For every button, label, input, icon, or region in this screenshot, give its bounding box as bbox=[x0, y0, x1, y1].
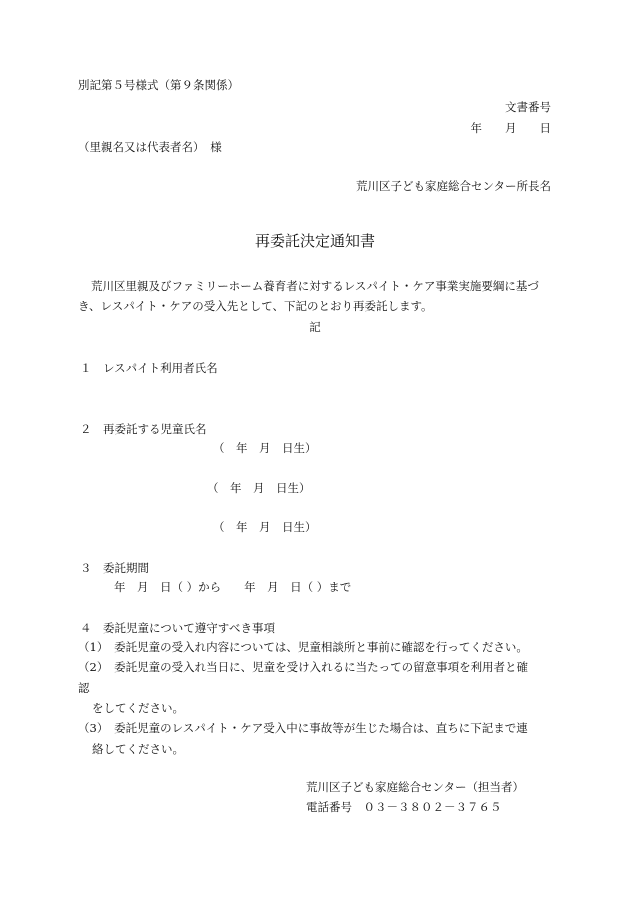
date-line: 年 月 日 bbox=[470, 121, 551, 135]
form-label: 別記第５号様式（第９条関係） bbox=[78, 78, 239, 92]
birth-date-2: （ 年 月 日生） bbox=[207, 481, 311, 495]
birth-date-1: （ 年 月 日生） bbox=[213, 441, 317, 455]
addressee: （里親名又は代表者名） 様 bbox=[78, 140, 222, 154]
rule-item-2-line-3: をしてください。 bbox=[92, 701, 184, 715]
rule-item-2-line-2: 認 bbox=[78, 681, 90, 695]
contact-office: 荒川区子ども家庭総合センター（担当者） bbox=[306, 780, 525, 794]
contact-phone: 電話番号 ０３－３８０２－３７６５ bbox=[306, 800, 502, 814]
intro-line-2: き、レスパイト・ケアの受入先として、下記のとおり再委託します。 bbox=[78, 299, 433, 313]
period-line: 年 月 日（ ）から 年 月 日（ ）まで bbox=[114, 580, 352, 594]
section-4-heading: ４ 委託児童について遵守すべき事項 bbox=[80, 621, 276, 635]
ki-marker: 記 bbox=[309, 320, 321, 334]
document-number-label: 文書番号 bbox=[505, 100, 551, 114]
sender-name: 荒川区子ども家庭総合センター所長名 bbox=[355, 179, 551, 193]
intro-line-1: 荒川区里親及びファミリーホーム養育者に対するレスパイト・ケア事業実施要綱に基づ bbox=[91, 279, 539, 293]
rule-item-3-line-2: 絡してください。 bbox=[92, 742, 184, 756]
rule-item-3-line-1: （3） 委託児童のレスパイト・ケア受入中に事故等が生じた場合は、直ちに下記まで連 bbox=[78, 721, 528, 735]
section-2-heading: ２ 再委託する児童氏名 bbox=[80, 422, 207, 436]
rule-item-1: （1） 委託児童の受入れ内容については、児童相談所と事前に確認を行ってください。 bbox=[78, 640, 528, 654]
page-title: 再委託決定通知書 bbox=[254, 232, 375, 250]
section-1-heading: １ レスパイト利用者氏名 bbox=[80, 361, 218, 375]
rule-item-2-line-1: （2） 委託児童の受入れ当日に、児童を受け入れるに当たっての留意事項を利用者と確 bbox=[78, 660, 529, 674]
section-3-heading: ３ 委託期間 bbox=[80, 561, 149, 575]
birth-date-3: （ 年 月 日生） bbox=[213, 520, 317, 534]
